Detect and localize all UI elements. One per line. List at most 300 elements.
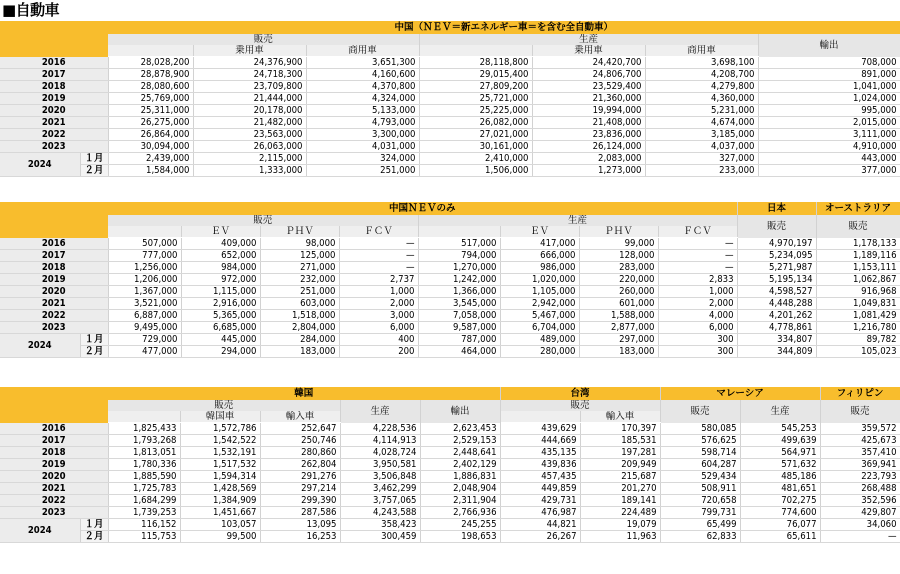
table-cell: 377,000 (758, 165, 900, 177)
table-cell: 183,000 (260, 346, 339, 358)
table-cell: 1,081,429 (816, 310, 900, 322)
table-cell: 21,482,000 (193, 117, 306, 129)
table-cell: 6,887,000 (108, 310, 181, 322)
table-row (0, 298, 900, 310)
table-cell: 666,000 (500, 250, 579, 262)
table-cell: 5,234,095 (737, 250, 816, 262)
table-cell: 603,000 (260, 298, 339, 310)
table-cell: 429,731 (500, 495, 580, 507)
table-cell: 2,833 (658, 274, 737, 286)
table-cell: 1,049,831 (816, 298, 900, 310)
table-cell: 3,545,000 (418, 298, 500, 310)
table-cell: 1,366,000 (418, 286, 500, 298)
table-cell: 299,390 (260, 495, 340, 507)
table-cell: 4,279,800 (645, 81, 758, 93)
table-cell: 2,402,129 (420, 459, 500, 471)
row-year-label: 2021 (0, 483, 108, 495)
table-row (0, 459, 900, 471)
row-year-label: 2020 (0, 286, 108, 298)
table-cell: 4,201,262 (737, 310, 816, 322)
table-cell: 4,793,000 (306, 117, 419, 129)
table-cell: 499,639 (740, 435, 820, 447)
table-cell: 1,216,780 (816, 322, 900, 334)
table-cell: 2,115,000 (193, 153, 306, 165)
table-row (0, 531, 900, 543)
table-cell: 1,886,831 (420, 471, 500, 483)
table-cell: 99,000 (579, 238, 658, 250)
page-title: ■自動車 (2, 1, 60, 19)
table-cell: 25,721,000 (419, 93, 532, 105)
table-row (0, 447, 900, 459)
table-cell: 13,095 (260, 519, 340, 531)
table-cell: 545,253 (740, 423, 820, 435)
table-cell: 1,000 (658, 286, 737, 298)
table-body (0, 423, 900, 543)
col-header: 輸入車 (580, 411, 660, 423)
table-cell: 652,000 (181, 250, 260, 262)
table-cell: 105,023 (816, 346, 900, 358)
table-cell: 262,804 (260, 459, 340, 471)
row-year-label: 2019 (0, 93, 108, 105)
table-cell: 334,807 (737, 334, 816, 346)
table-row (0, 165, 900, 177)
table-cell: 4,114,913 (340, 435, 420, 447)
row-month-label: １月 (80, 334, 108, 346)
table-cell: 65,499 (660, 519, 740, 531)
table-cell: 580,085 (660, 423, 740, 435)
table-cell: 1,739,253 (108, 507, 180, 519)
table-cell: 300 (658, 346, 737, 358)
table-cell: 4,778,861 (737, 322, 816, 334)
table-cell: 794,000 (418, 250, 500, 262)
table-row (0, 129, 900, 141)
table-row (0, 141, 900, 153)
table-cell: 23,529,400 (532, 81, 645, 93)
table-row (0, 105, 900, 117)
col-header: 輸入車 (260, 411, 340, 423)
table-cell: 4,970,197 (737, 238, 816, 250)
table-cell: 4,674,000 (645, 117, 758, 129)
table-cell: 1,333,000 (193, 165, 306, 177)
group-sales: 販売 (500, 400, 660, 411)
group-sales: 販売 (108, 34, 419, 45)
group-sales: 販売 (108, 215, 418, 226)
group-production: 生産 (419, 34, 758, 45)
table-cell: 251,000 (306, 165, 419, 177)
table-cell: 481,651 (740, 483, 820, 495)
table-cell: 457,435 (500, 471, 580, 483)
table-cell: 787,000 (418, 334, 500, 346)
table-cell: 3,521,000 (108, 298, 181, 310)
table-cell: 2,916,000 (181, 298, 260, 310)
table-cell: 799,731 (660, 507, 740, 519)
row-year-label: 2018 (0, 81, 108, 93)
table-row (0, 153, 900, 165)
table-cell: 429,807 (820, 507, 900, 519)
table-cell: 25,225,000 (419, 105, 532, 117)
table-cell: 2,311,904 (420, 495, 500, 507)
table-cell: 529,434 (660, 471, 740, 483)
row-year-label: 2021 (0, 117, 108, 129)
table-cell: 891,000 (758, 69, 900, 81)
row-year-label: 2017 (0, 250, 108, 262)
table-cell: 300,459 (340, 531, 420, 543)
row-year-label: 2023 (0, 507, 108, 519)
table-cell: 21,444,000 (193, 93, 306, 105)
table-cell: 2,439,000 (108, 153, 193, 165)
table-cell: 1,178,133 (816, 238, 900, 250)
col-header: ＦＣＶ (339, 226, 418, 238)
table-cell: 4,598,527 (737, 286, 816, 298)
table-cell: 283,000 (579, 262, 658, 274)
table-cell: 1,780,336 (108, 459, 180, 471)
table-cell: 20,178,000 (193, 105, 306, 117)
table-cell: 2,015,000 (758, 117, 900, 129)
table-cell: 1,105,000 (500, 286, 579, 298)
table-cell: 103,057 (180, 519, 260, 531)
table-cell: 2,942,000 (500, 298, 579, 310)
table-row (0, 250, 900, 262)
table-cell: 1,793,268 (108, 435, 180, 447)
table-cell: 28,118,800 (419, 57, 532, 69)
header-corner (0, 387, 108, 423)
group-sales: 販売 (816, 215, 900, 238)
table-cell: 30,094,000 (108, 141, 193, 153)
table-cell: 464,000 (418, 346, 500, 358)
table-cell: 21,408,000 (532, 117, 645, 129)
table-cell: 485,186 (740, 471, 820, 483)
row-year-label: 2016 (0, 57, 108, 69)
table-cell: 1,813,051 (108, 447, 180, 459)
table-cell: — (658, 262, 737, 274)
table-cell: 3,698,100 (645, 57, 758, 69)
table-cell: 3,000 (339, 310, 418, 322)
table-row (0, 507, 900, 519)
table-row (0, 57, 900, 69)
table-body (0, 57, 900, 177)
table-cell: 1,572,786 (180, 423, 260, 435)
table-cell: 995,000 (758, 105, 900, 117)
table-cell: 24,806,700 (532, 69, 645, 81)
table-cell: 4,160,600 (306, 69, 419, 81)
table-cell: 425,673 (820, 435, 900, 447)
row-year-label: 2022 (0, 129, 108, 141)
table-cell: 189,141 (580, 495, 660, 507)
table-cell: 2,083,000 (532, 153, 645, 165)
row-month-label: １月 (80, 153, 108, 165)
table-row (0, 322, 900, 334)
table-cell: — (658, 238, 737, 250)
table-cell: 708,000 (758, 57, 900, 69)
table-cell: 34,060 (820, 519, 900, 531)
table-cell: 223,793 (820, 471, 900, 483)
table-cell: 358,423 (340, 519, 420, 531)
table-cell: — (820, 531, 900, 543)
table-cell: 29,015,400 (419, 69, 532, 81)
table-cell: 27,021,000 (419, 129, 532, 141)
table-cell: 1,588,000 (579, 310, 658, 322)
table-cell: 1,270,000 (418, 262, 500, 274)
table-cell: 6,000 (658, 322, 737, 334)
table-cell: 729,000 (108, 334, 181, 346)
group-exports: 輸出 (758, 34, 900, 57)
table-row (0, 471, 900, 483)
table-cell: 2,000 (658, 298, 737, 310)
table-cell: 26,275,000 (108, 117, 193, 129)
table-cell: 702,275 (740, 495, 820, 507)
table-cell: 4,031,000 (306, 141, 419, 153)
table-cell: 1,115,000 (181, 286, 260, 298)
col-header: ＥＶ (500, 226, 579, 238)
col-header: ＰＨＶ (260, 226, 339, 238)
table-cell: 720,658 (660, 495, 740, 507)
table-cell: 209,949 (580, 459, 660, 471)
table-cell: 777,000 (108, 250, 181, 262)
table-cell: 1,506,000 (419, 165, 532, 177)
table-cell: 284,000 (260, 334, 339, 346)
group-exports: 輸出 (420, 400, 500, 423)
table-cell: 324,000 (306, 153, 419, 165)
table-cell: 417,000 (500, 238, 579, 250)
table-cell: 2,529,153 (420, 435, 500, 447)
section-title: マレーシア (660, 387, 820, 400)
row-year-label: 2016 (0, 238, 108, 250)
row-year-label: 2024 (0, 519, 80, 543)
table-cell: 1,584,000 (108, 165, 193, 177)
table-cell: 26,063,000 (193, 141, 306, 153)
table-cell: 198,653 (420, 531, 500, 543)
table-cell: 1,684,299 (108, 495, 180, 507)
table-cell: 125,000 (260, 250, 339, 262)
table-row (0, 274, 900, 286)
section-title: 台湾 (500, 387, 660, 400)
row-year-label: 2024 (0, 153, 80, 177)
table-cell: 7,058,000 (418, 310, 500, 322)
table-cell: 359,572 (820, 423, 900, 435)
table-cell: 1,189,116 (816, 250, 900, 262)
table-cell: 4,000 (658, 310, 737, 322)
table-cell: 280,000 (500, 346, 579, 358)
table-cell: 6,685,000 (181, 322, 260, 334)
table-cell: 3,950,581 (340, 459, 420, 471)
table-cell: 271,000 (260, 262, 339, 274)
table-cell: 449,859 (500, 483, 580, 495)
table-cell: 916,968 (816, 286, 900, 298)
row-year-label: 2019 (0, 459, 108, 471)
table-cell: 400 (339, 334, 418, 346)
table-cell: 1,041,000 (758, 81, 900, 93)
group-production: 生産 (340, 400, 420, 423)
china-nev-table (0, 202, 900, 358)
col-header: ＦＣＶ (658, 226, 737, 238)
table-cell: 2,877,000 (579, 322, 658, 334)
table-cell: 3,300,000 (306, 129, 419, 141)
table-cell: — (339, 250, 418, 262)
table-row (0, 346, 900, 358)
table-cell: 297,000 (579, 334, 658, 346)
table-cell: 62,833 (660, 531, 740, 543)
table-cell: 369,941 (820, 459, 900, 471)
table-cell: 3,462,299 (340, 483, 420, 495)
table-cell: 200 (339, 346, 418, 358)
table-cell: 344,809 (737, 346, 816, 358)
table-row (0, 483, 900, 495)
table-cell: 517,000 (418, 238, 500, 250)
table-cell: 5,231,000 (645, 105, 758, 117)
table-cell: 1,517,532 (180, 459, 260, 471)
table-row (0, 69, 900, 81)
table-cell: 26,864,000 (108, 129, 193, 141)
row-year-label: 2019 (0, 274, 108, 286)
table-cell: 439,836 (500, 459, 580, 471)
group-sales: 販売 (820, 400, 900, 423)
table-cell: 1,885,590 (108, 471, 180, 483)
table-cell: 508,911 (660, 483, 740, 495)
table-cell: 598,714 (660, 447, 740, 459)
table-cell: 185,531 (580, 435, 660, 447)
table-cell: 2,804,000 (260, 322, 339, 334)
table-cell: 5,271,987 (737, 262, 816, 274)
table-cell: 224,489 (580, 507, 660, 519)
table-cell: 89,782 (816, 334, 900, 346)
table-cell: 170,397 (580, 423, 660, 435)
table-cell: 99,500 (180, 531, 260, 543)
group-sales: 販売 (737, 215, 816, 238)
row-year-label: 2016 (0, 423, 108, 435)
table-cell: 443,000 (758, 153, 900, 165)
table-cell: 1,256,000 (108, 262, 181, 274)
table-cell: 5,195,134 (737, 274, 816, 286)
table-cell: 98,000 (260, 238, 339, 250)
table-cell: 1,153,111 (816, 262, 900, 274)
table-cell: 972,000 (181, 274, 260, 286)
table-cell: 357,410 (820, 447, 900, 459)
asean-korea-table (0, 387, 900, 543)
table-row (0, 238, 900, 250)
row-month-label: ２月 (80, 346, 108, 358)
table-cell: 1,367,000 (108, 286, 181, 298)
row-year-label: 2023 (0, 141, 108, 153)
table-cell: 5,467,000 (500, 310, 579, 322)
table-cell: 24,376,900 (193, 57, 306, 69)
table-cell: 2,000 (339, 298, 418, 310)
table-cell: 476,987 (500, 507, 580, 519)
row-year-label: 2022 (0, 495, 108, 507)
table-cell: 409,000 (181, 238, 260, 250)
table-cell: 1,532,191 (180, 447, 260, 459)
table-cell: 23,836,000 (532, 129, 645, 141)
table-cell: 4,243,588 (340, 507, 420, 519)
table-cell: 564,971 (740, 447, 820, 459)
table-cell: 23,563,000 (193, 129, 306, 141)
table-cell: 201,270 (580, 483, 660, 495)
table-cell: 1,384,909 (180, 495, 260, 507)
row-month-label: ２月 (80, 531, 108, 543)
table-cell: 268,488 (820, 483, 900, 495)
table-cell: 1,825,433 (108, 423, 180, 435)
table-cell: 477,000 (108, 346, 181, 358)
table-cell: 28,028,200 (108, 57, 193, 69)
table-cell: 6,000 (339, 322, 418, 334)
table-cell: 1,725,783 (108, 483, 180, 495)
table-cell: 984,000 (181, 262, 260, 274)
table-cell: 576,625 (660, 435, 740, 447)
header-corner (0, 21, 108, 57)
table-cell: 1,024,000 (758, 93, 900, 105)
table-cell: 1,518,000 (260, 310, 339, 322)
header-corner (0, 202, 108, 238)
col-header: ＰＨＶ (579, 226, 658, 238)
table-cell: 220,000 (579, 274, 658, 286)
table-cell: 4,324,000 (306, 93, 419, 105)
table-cell: 26,082,000 (419, 117, 532, 129)
table-cell: 291,276 (260, 471, 340, 483)
table-cell: 352,596 (820, 495, 900, 507)
table-cell: 300 (658, 334, 737, 346)
table-cell: 26,267 (500, 531, 580, 543)
table-cell: 4,028,724 (340, 447, 420, 459)
table-cell: 1,062,867 (816, 274, 900, 286)
row-year-label: 2021 (0, 298, 108, 310)
table-cell: 245,255 (420, 519, 500, 531)
table-cell: 21,360,000 (532, 93, 645, 105)
table-row (0, 262, 900, 274)
table-cell: 24,718,300 (193, 69, 306, 81)
table-cell: 3,506,848 (340, 471, 420, 483)
table-cell: 489,000 (500, 334, 579, 346)
table-cell: — (658, 250, 737, 262)
table-cell: 25,769,000 (108, 93, 193, 105)
table-cell: 76,077 (740, 519, 820, 531)
table-row (0, 334, 900, 346)
table-cell: 183,000 (579, 346, 658, 358)
section-title: フィリピン (820, 387, 900, 400)
table-cell: 116,152 (108, 519, 180, 531)
table-cell: 19,079 (580, 519, 660, 531)
table-cell: 3,757,065 (340, 495, 420, 507)
table-cell: 4,448,288 (737, 298, 816, 310)
table-cell: 233,000 (645, 165, 758, 177)
group-production: 生産 (740, 400, 820, 423)
table-row (0, 310, 900, 322)
table-cell: 4,360,000 (645, 93, 758, 105)
table-cell: 23,709,800 (193, 81, 306, 93)
table-cell: — (339, 238, 418, 250)
col-header: 商用車 (306, 45, 419, 57)
table-row (0, 117, 900, 129)
table-cell: 1,206,000 (108, 274, 181, 286)
section-title: 中国（ＮＥＶ＝新エネルギー車＝を含む全自動車） (108, 21, 900, 34)
table-cell: 435,135 (500, 447, 580, 459)
table-cell: — (339, 262, 418, 274)
table-row (0, 495, 900, 507)
row-year-label: 2024 (0, 334, 80, 358)
table-row (0, 286, 900, 298)
table-cell: 6,704,000 (500, 322, 579, 334)
table-cell: 986,000 (500, 262, 579, 274)
col-header: ＥＶ (181, 226, 260, 238)
table-cell: 601,000 (579, 298, 658, 310)
table-cell: 3,185,000 (645, 129, 758, 141)
china-all-vehicles-table (0, 21, 900, 177)
row-year-label: 2020 (0, 471, 108, 483)
table-cell: 445,000 (181, 334, 260, 346)
table-row (0, 435, 900, 447)
table-cell: 297,214 (260, 483, 340, 495)
table-cell: 232,000 (260, 274, 339, 286)
table-cell: 444,669 (500, 435, 580, 447)
table-cell: 260,000 (579, 286, 658, 298)
